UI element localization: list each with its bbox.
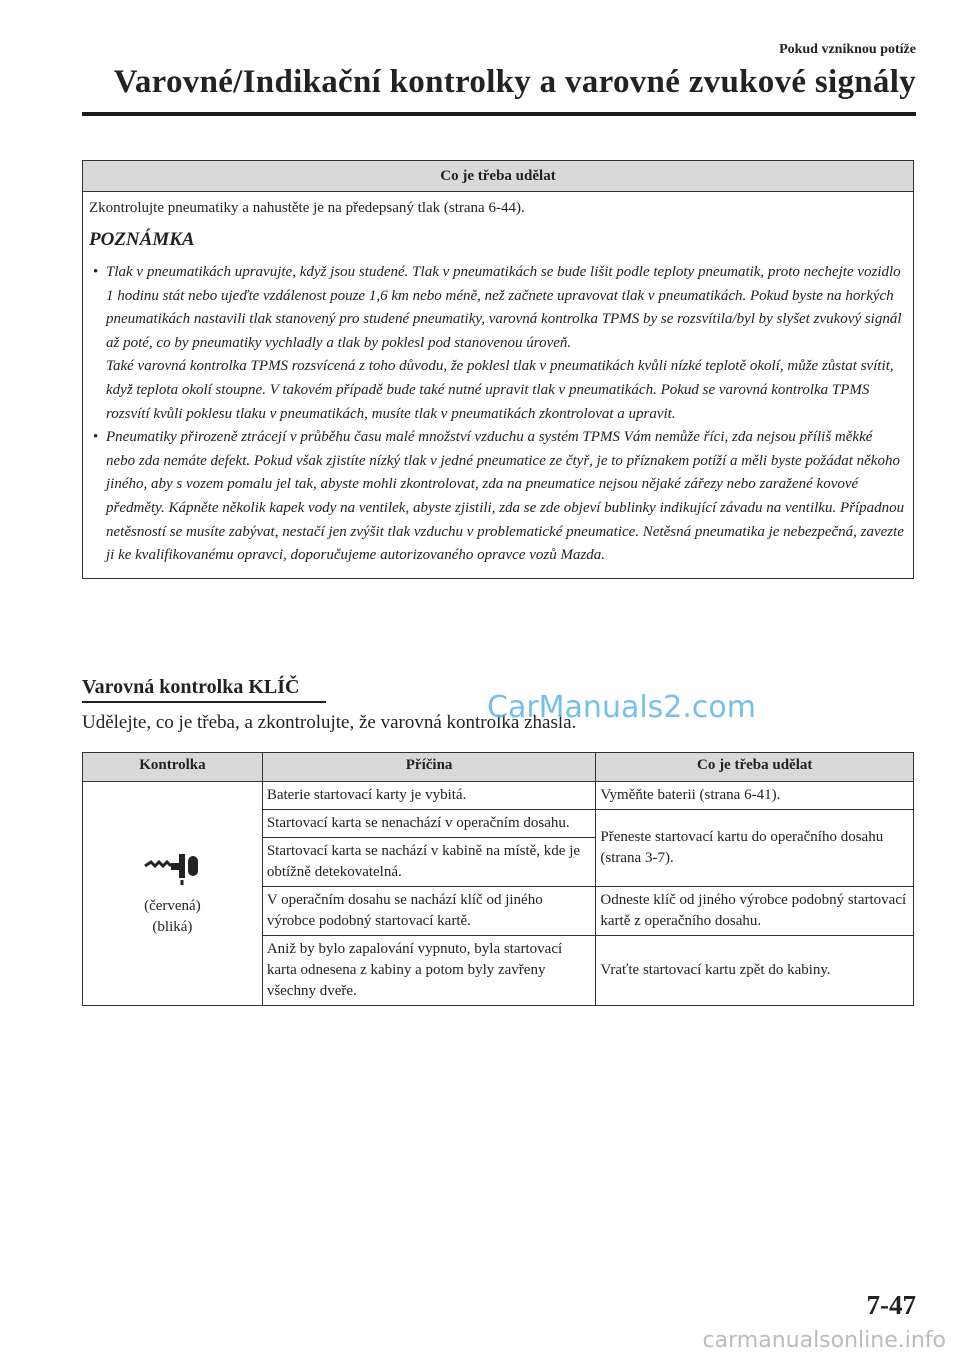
note-item: • Tlak v pneumatikách upravujte, když jsou studené. Tlak v pneumatikách se bude lišit podle teploty pneumatik, proto nechejte vozidlo 1 hodinu stát nebo ujeďte vzdálenost pouze 1,6 km nebo méně, než začnete upravovat tlak v pneumatikách. Pokud byste na horkých pneumatikách nastavili tlak stanovený pro studené pneumatiky, varovná kontrolka TPMS by se rozsvítila/byl by slyšet zvukový signál až poté, co by pneumatiky vychladly a tlak by poklesl pod stanovenou úroveň.: [89, 261, 905, 355]
key-warning-table: [82, 752, 914, 1006]
watermark: CarManuals2.com: [487, 690, 757, 725]
cause-cell: Startovací karta se nachází v kabině na místě, kde je obtížně detekovatelná.: [262, 838, 596, 887]
page-title: Varovné/Indikační kontrolky a varovné zvukové signály: [113, 64, 916, 100]
note-item: • Pneumatiky přirozeně ztrácejí v průběhu času malé množství vzduchu a systém TPMS Vám nemůže říci, zda nejsou příliš měkké nebo zda nemáte defekt. Pokud však zjistíte nízký tlak v jedné pneumatice ze čtyř, je to příznakem potíží a měli byste požádat někoho jiného, aby s vozem pomalu jel tak, abyste mohli zkontrolovat, zda na pneumatice nejsou nějaké zářezy nebo zaražené kovové předměty. Kápněte několik kapek vody na ventilek, abyste zjistili, zda se zde objeví bublinky indikující závadu na ventilku. Případnou netěsností se musíte zabývat, nestačí jen zvýšit tlak vzduchu v problematické pneumatice. Netěsná pneumatika je nebezpečná, zavezte ji ke kvalifikovanému opravci, doporučujeme autorizovaného opravce vozů Mazda.: [89, 426, 905, 568]
footer-url: carmanualsonline.info: [702, 1328, 946, 1353]
column-header: Kontrolka: [83, 753, 263, 782]
table-row: [83, 782, 914, 810]
action-cell: Vraťte startovací kartu zpět do kabiny.: [596, 936, 914, 1006]
indicator-state: (bliká): [152, 918, 193, 935]
column-header: Co je třeba udělat: [596, 753, 914, 782]
tpms-action-box: [82, 160, 914, 579]
action-cell: Odneste klíč od jiného výrobce podobný startovací kartě z operačního dosahu.: [596, 887, 914, 936]
column-header: Příčina: [262, 753, 596, 782]
note-continuation: Také varovná kontrolka TPMS rozsvícená z toho důvodu, že poklesl tlak v pneumatikách kvůli nízké teplotě okolí, může zůstat svítit, když teplota okolí stoupne. V takovém případě bude také nutné upravit tlak v pneumatikách. Pokud se varovná kontrolka TPMS rozsvítí kvůli poklesu tlaku v pneumatikách, musíte tlak v pneumatikách zkontrolovat a upravit.: [106, 358, 894, 422]
cause-cell: Aniž by bylo zapalování vypnuto, byla startovací karta odnesena z kabiny a potom byly zavřeny všechny dveře.: [262, 936, 596, 1006]
note-list: [89, 261, 905, 568]
indicator-color: (červená): [144, 897, 201, 914]
key-section-intro: Udělejte, co je třeba, a zkontrolujte, že varovná kontrolka zhasla.: [82, 712, 577, 733]
key-section-title: Varovná kontrolka KLÍČ: [82, 676, 300, 698]
cause-cell: V operačním dosahu se nachází klíč od jiného výrobce podobný startovací kartě.: [262, 887, 596, 936]
section-label: Pokud vzniknou potíže: [779, 42, 916, 57]
note-heading: POZNÁMKA: [89, 229, 195, 250]
cause-cell: Baterie startovací karty je vybitá.: [262, 782, 596, 810]
key-section-rule: [82, 701, 326, 703]
table-header-row: [83, 753, 914, 782]
key-warning-icon: [141, 850, 203, 890]
indicator-cell: [83, 782, 263, 1006]
page-number: 7-47: [866, 1290, 916, 1320]
tpms-instruction: Zkontrolujte pneumatiky a nahustěte je na předepsaný tlak (strana 6-44).: [89, 200, 525, 216]
tpms-box-header: Co je třeba udělat: [83, 161, 913, 192]
action-cell: Přeneste startovací kartu do operačního dosahu (strana 3-7).: [596, 810, 914, 887]
action-cell: Vyměňte baterii (strana 6-41).: [596, 782, 914, 810]
note-item: [89, 355, 905, 426]
cause-cell: Startovací karta se nenachází v operačním dosahu.: [262, 810, 596, 838]
title-rule: [82, 112, 916, 116]
